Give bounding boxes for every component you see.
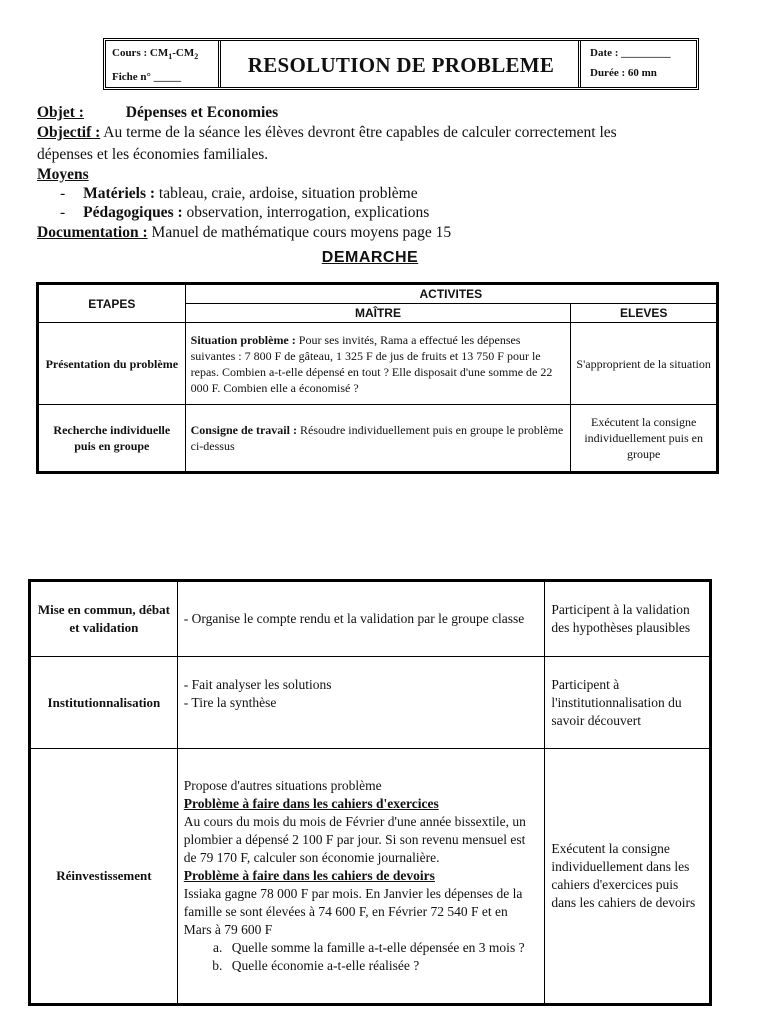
- maitre-cell: Consigne de travail : Résoudre individuellement puis en groupe le problème ci-dessus: [185, 405, 571, 473]
- questions-list: [184, 939, 539, 975]
- objet-value: Dépenses et Economies: [125, 104, 279, 121]
- table-row: [30, 657, 711, 749]
- table-row: [30, 581, 711, 657]
- table-row: [30, 749, 711, 1005]
- etape-cell: Présentation du problème: [38, 323, 186, 405]
- eleves-cell: Exécutent la consigne individuellement puis en groupe: [571, 405, 718, 473]
- eleves-cell: Exécutent la consigne individuellement dans les cahiers d'exercices puis dans les cahiers de devoirs: [545, 749, 711, 1005]
- objectif-text-1: Au terme de la séance les élèves devront être capables de calculer correctement les: [103, 124, 617, 141]
- eleves-cell: Participent à la validation des hypothèses plausibles: [545, 581, 711, 657]
- maitre-cell: - Organise le compte rendu et la validation par le groupe classe: [177, 581, 545, 657]
- problem-title-exercices: Problème à faire dans les cahiers d'exercices: [183, 796, 439, 811]
- objectif-line: Objectif : Au terme de la séance les élèves devront être capables de calculer correctement les: [37, 124, 617, 141]
- activities-table: [36, 282, 719, 474]
- activities-table-continued: [28, 579, 712, 1006]
- date-field: Date : _________: [590, 47, 671, 59]
- col-header-activites: ACTIVITES: [185, 284, 717, 304]
- moyens-item-materiels: - Matériels : tableau, craie, ardoise, situation problème: [60, 185, 418, 202]
- eleves-cell: Participent à l'institutionnalisation du savoir découvert: [545, 657, 711, 749]
- cours-level: Cours : $CM_1-CM_2$: [112, 47, 199, 62]
- table-row: [38, 323, 718, 405]
- fiche-number: Fiche n° _____: [112, 71, 182, 84]
- maitre-cell: Situation problème : Pour ses invités, Rama a effectué les dépenses suivantes : 7 800 F de gâteau, 1 325 F de jus de fruits et 13 750 F pour le repas. Combien a-t-elle dépensé en tout ? Elle disposait d'une somme de 22 000 F. Combien elle a économisé ?: [185, 323, 571, 405]
- objet-line: Objet : Dépenses et Economies: [37, 104, 279, 121]
- etape-cell: Recherche individuelle puis en groupe: [38, 405, 186, 473]
- list-item: a. Quelle somme la famille a-t-elle dépensée en 3 mois ?: [226, 939, 539, 957]
- etape-cell: Mise en commun, débat et validation: [30, 581, 178, 657]
- problem-title-devoirs: Problème à faire dans les cahiers de devoirs: [183, 868, 435, 883]
- duration: Durée : 60 mn: [590, 67, 657, 79]
- list-item: b. Quelle économie a-t-elle réalisée ?: [226, 957, 539, 975]
- header-right: [584, 41, 696, 87]
- col-header-etapes: ETAPES: [38, 284, 186, 323]
- header-box: [103, 38, 699, 90]
- moyens-label: Moyens: [37, 166, 89, 183]
- maitre-cell: Propose d'autres situations problème Problème à faire dans les cahiers d'exercices Au cours du mois du mois de Février d'une année bissextile, un plombier a dépensé 2 100 F par jour. Si son revenu mensuel est de 79 170 F, calculer son économie journalière. Problème à faire dans les cahiers de devoirs Issiaka gagne 78 000 F par mois. En Janvier les dépenses de la famille se sont élevées à 74 600 F, en Février 72 540 F et en Mars à 79 600 F a. Quelle somme la famille a-t-elle dépensée en 3 mois ? b. Quelle économie a-t-elle réalisée ?: [177, 749, 545, 1005]
- col-header-eleves: ELEVES: [571, 304, 718, 323]
- col-header-maitre: MAÎTRE: [185, 304, 571, 323]
- eleves-cell: S'approprient de la situation: [571, 323, 718, 405]
- objectif-text-2: dépenses et les économies familiales.: [37, 146, 269, 163]
- documentation-line: Documentation : Manuel de mathématique cours moyens page 15: [37, 224, 452, 241]
- etape-cell: Réinvestissement: [30, 749, 178, 1005]
- page-title: RESOLUTION DE PROBLEME: [247, 53, 555, 77]
- section-title-demarche: DEMARCHE: [321, 249, 419, 266]
- etape-cell: Institutionnalisation: [30, 657, 178, 749]
- header-title-cell: [224, 41, 581, 87]
- moyens-item-pedagogiques: - Pédagogiques : observation, interrogation, explications: [60, 204, 430, 221]
- maitre-cell: - Fait analyser les solutions - Tire la synthèse: [177, 657, 545, 749]
- header-left: [106, 41, 221, 87]
- table-row: [38, 405, 718, 473]
